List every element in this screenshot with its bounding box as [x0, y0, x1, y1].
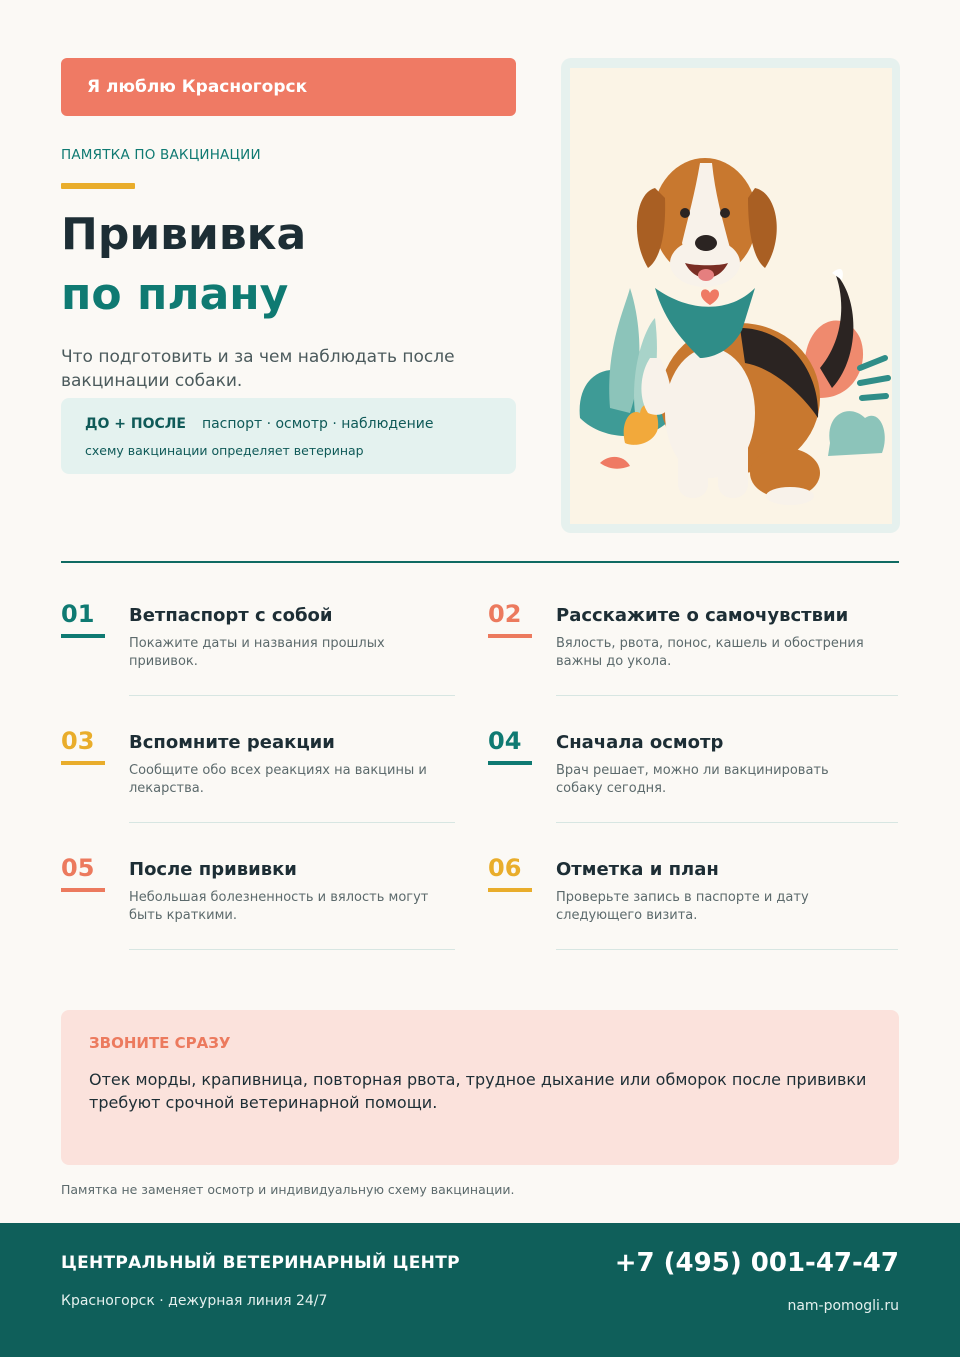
step-description: Вялость, рвота, понос, кашель и обострения важны до укола. [556, 636, 864, 669]
dog-illustration [570, 68, 892, 524]
clinic-name: ЦЕНТРАЛЬНЫЙ ВЕТЕРИНАРНЫЙ ЦЕНТР [61, 1253, 460, 1273]
step-number: 02 [488, 600, 522, 628]
step-separator [556, 822, 898, 823]
step-description: Врач решает, можно ли вакцинировать собаку сегодня. [556, 763, 829, 796]
step-number: 05 [61, 854, 95, 882]
info-box-label: ДО + ПОСЛЕ [85, 416, 186, 432]
step-separator [129, 695, 455, 696]
kicker: ПАМЯТКА ПО ВАКЦИНАЦИИ [61, 147, 261, 163]
step-number: 01 [61, 600, 95, 628]
page-title-line-1: Прививка [61, 209, 307, 260]
step-number-underline [61, 888, 105, 892]
step-number: 06 [488, 854, 522, 882]
clinic-subtitle: Красногорск · дежурная линия 24/7 [61, 1293, 328, 1309]
step-title: Расскажите о самочувствии [556, 605, 849, 626]
step-number-underline [488, 634, 532, 638]
step-separator [129, 822, 455, 823]
step-title: Ветпаспорт с собой [129, 605, 333, 626]
brand-label: Я люблю Красногорск [87, 77, 308, 97]
info-box-items: паспорт · осмотр · наблюдение [201, 416, 434, 432]
alert-text: Отек морды, крапивница, повторная рвота, трудное дыхание или обморок после прививки требуют срочной ветеринарной помощи. [89, 1070, 867, 1112]
step-separator [556, 695, 898, 696]
step-title: Вспомните реакции [129, 732, 335, 753]
step-description: Проверьте запись в паспорте и дату следующего визита. [556, 890, 809, 923]
step-title: Отметка и план [556, 859, 719, 880]
step-number-underline [61, 761, 105, 765]
step-number: 03 [61, 727, 95, 755]
step-description: Небольшая болезненность и вялость могут быть краткими. [129, 890, 429, 923]
step-number-underline [61, 634, 105, 638]
step-description: Сообщите обо всех реакциях на вакцины и лекарства. [129, 763, 427, 796]
brand-bar [61, 58, 516, 116]
step-description: Покажите даты и названия прошлых прививок. [129, 636, 385, 669]
section-divider [61, 561, 899, 563]
step-number-underline [488, 888, 532, 892]
alert-heading: ЗВОНИТЕ СРАЗУ [89, 1034, 231, 1052]
step-title: Сначала осмотр [556, 732, 724, 753]
phone-number[interactable]: +7 (495) 001-47-47 [614, 1248, 899, 1278]
kicker-accent-line [61, 183, 135, 189]
disclaimer: Памятка не заменяет осмотр и индивидуальную схему вакцинации. [61, 1182, 515, 1197]
page-title-line-2: по плану [61, 269, 289, 320]
info-box-note: схему вакцинации определяет ветеринар [85, 443, 364, 458]
info-box-line [85, 416, 434, 432]
emergency-alert [61, 1010, 899, 1165]
step-separator [556, 949, 898, 950]
illustration-frame [561, 58, 900, 533]
step-number-underline [488, 761, 532, 765]
step-title: После прививки [129, 859, 297, 880]
step-number: 04 [488, 727, 522, 755]
step-separator [129, 949, 455, 950]
intro-text: Что подготовить и за чем наблюдать после вакцинации собаки. [61, 347, 455, 391]
website-link[interactable]: nam-pomogli.ru [787, 1298, 899, 1314]
info-box [61, 398, 516, 474]
footer [0, 1223, 960, 1357]
